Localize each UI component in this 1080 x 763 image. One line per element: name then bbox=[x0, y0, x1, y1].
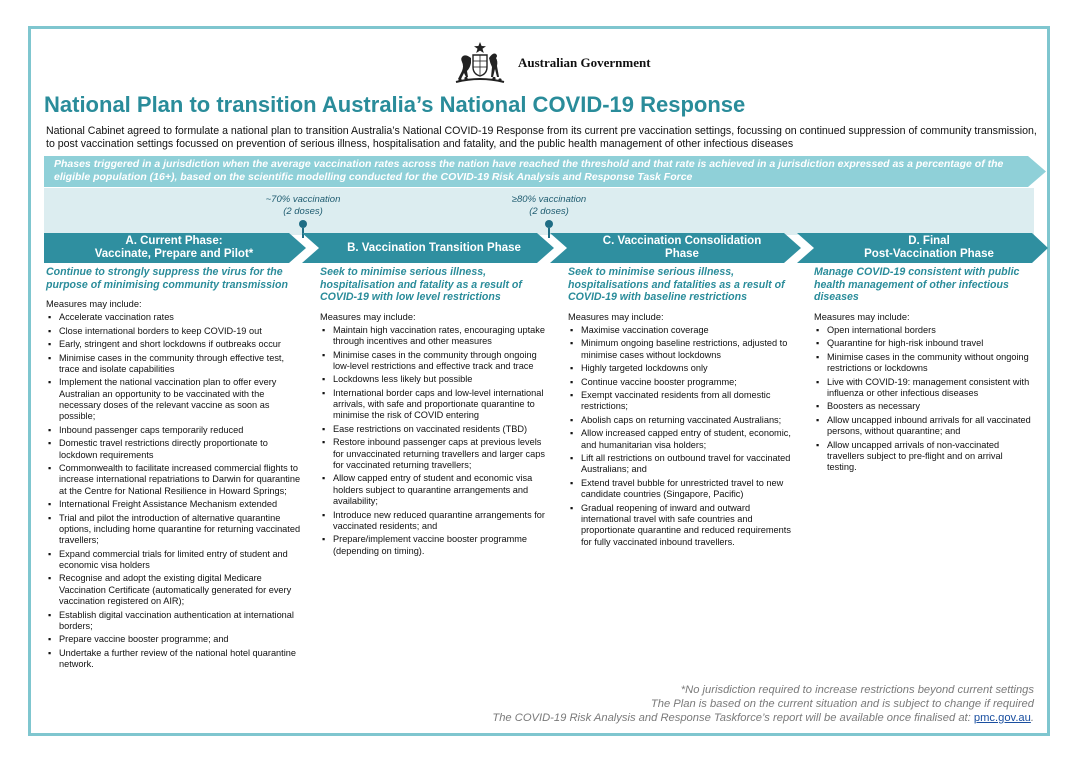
map-pin-icon bbox=[545, 220, 553, 228]
page-title: National Plan to transition Australia’s National COVID-19 Response bbox=[44, 92, 746, 117]
measure-item: ▪ Continue vaccine booster programme; bbox=[568, 377, 800, 388]
coat-of-arms-icon bbox=[448, 40, 512, 86]
phase-d-goal: Manage COVID-19 consistent with public health management of other infectious diseases bbox=[814, 266, 1020, 304]
measure-item: ▪ Ease restrictions on vaccinated residents (TBD) bbox=[320, 424, 552, 435]
phase-d-column bbox=[814, 266, 1034, 476]
phase-b-title: B. Vaccination Transition Phase bbox=[347, 241, 521, 254]
measure-item: ▪ Open international borders bbox=[814, 325, 1034, 336]
phase-a-title: A. Current Phase: bbox=[125, 235, 223, 247]
measure-item: ▪ Minimise cases in the community through ongoing low-level restrictions and effective track and trace bbox=[320, 350, 552, 373]
phase-c-title: C. Vaccination Consolidation bbox=[602, 235, 762, 247]
phase-a-goal: Continue to strongly suppress the virus for the purpose of minimising community transmission bbox=[46, 266, 288, 291]
phase-b-label bbox=[316, 233, 552, 263]
measure-item: ▪ Lift all restrictions on outbound travel for vaccinated Australians; and bbox=[568, 453, 800, 476]
footer-note-plan: The Plan is based on the current situation and is subject to change if required bbox=[650, 698, 1034, 710]
phase-d-measures-heading: Measures may include: bbox=[814, 311, 910, 322]
phase-b-goal: Seek to minimise serious illness, hospitalisation and fatality as a result of COVID-19 with low level restrictions bbox=[320, 266, 522, 304]
phase-c-column bbox=[568, 266, 800, 550]
phase-b-measures-list bbox=[320, 325, 552, 557]
map-pin-icon bbox=[299, 220, 307, 228]
threshold-70-doses: (2 doses) bbox=[283, 206, 323, 217]
measure-item: ▪ Minimise cases in the community without ongoing restrictions or lockdowns bbox=[814, 352, 1034, 375]
threshold-80-marker bbox=[490, 194, 608, 238]
measure-item: ▪ Accelerate vaccination rates bbox=[46, 312, 304, 323]
measure-item: ▪ Trial and pilot the introduction of alternative quarantine options, including home quarantine for returning vaccinated travellers; bbox=[46, 513, 304, 547]
measure-item: ▪ Quarantine for high-risk inbound travel bbox=[814, 338, 1034, 349]
measure-item: ▪ Lockdowns less likely but possible bbox=[320, 374, 552, 385]
government-name: Australian Government bbox=[518, 55, 651, 70]
measure-item: ▪ Restore inbound passenger caps at previous levels for unvaccinated returning travellers and larger caps for vaccinated returning travellers; bbox=[320, 437, 552, 471]
phase-a-measures-list bbox=[46, 312, 304, 670]
phase-c-subtitle: Phase bbox=[665, 248, 699, 260]
phase-b-measures-heading: Measures may include: bbox=[320, 311, 416, 322]
measure-item: ▪ Introduce new reduced quarantine arrangements for vaccinated residents; and bbox=[320, 510, 552, 533]
phase-d-title: D. Final bbox=[908, 235, 950, 247]
banner-text: Phases triggered in a jurisdiction when the average vaccination rates across the nation have reached the threshold and that rate is achieved in a jurisdiction expressed as a percentage of the eligible population (16+), based on the scientific modelling conducted for the COVID-19 Risk Analysis and Response Task Force bbox=[54, 158, 1004, 183]
footer-period: . bbox=[1030, 712, 1034, 724]
measure-item: ▪ Highly targeted lockdowns only bbox=[568, 363, 800, 374]
intro-text: National Cabinet agreed to formulate a national plan to transition Australia’s National COVID-19 Response from its current pre vaccination settings, focussing on continued suppression of community transmission, to post vaccination settings focussed on prevention of serious illness, hospitalisation and fatality, and the public health management of other infectious diseases bbox=[46, 125, 1037, 150]
measure-item: ▪ International border caps and low-level international arrivals, with safe and proportionate quarantine to minimise the risk of COVID entering bbox=[320, 388, 552, 422]
measure-item: ▪ Undertake a further review of the national hotel quarantine network. bbox=[46, 648, 304, 671]
measure-item: ▪ Maximise vaccination coverage bbox=[568, 325, 800, 336]
pmc-link[interactable]: pmc.gov.au bbox=[973, 712, 1031, 724]
measure-item: ▪ Abolish caps on returning vaccinated Australians; bbox=[568, 415, 800, 426]
phase-a-column bbox=[46, 266, 304, 673]
measure-item: ▪ Recognise and adopt the existing digital Medicare Vaccination Certificate (automatically generated for every vaccination registered on AIR); bbox=[46, 573, 304, 607]
phase-a-label bbox=[44, 233, 304, 263]
measure-item: ▪ Live with COVID-19: management consistent with influenza or other infectious diseases bbox=[814, 377, 1034, 400]
measure-item: ▪ Prepare vaccine booster programme; and bbox=[46, 634, 304, 645]
measure-item: ▪ International Freight Assistance Mechanism extended bbox=[46, 499, 304, 510]
phase-chevrons bbox=[44, 233, 1048, 263]
phase-c-measures-heading: Measures may include: bbox=[568, 311, 664, 322]
phase-d-label bbox=[812, 233, 1046, 263]
measure-item: ▪ Allow uncapped arrivals of non-vaccinated travellers subject to pre-flight and on arrival testing. bbox=[814, 440, 1034, 474]
threshold-banner bbox=[44, 156, 1046, 187]
phase-b-column bbox=[320, 266, 552, 559]
measure-item: ▪ Commonwealth to facilitate increased commercial flights to increase international repatriations to Darwin for quarantine at the Centre for National Resilience in Howard Springs; bbox=[46, 463, 304, 497]
phase-c-label bbox=[564, 233, 800, 263]
phase-d-measures-list bbox=[814, 325, 1034, 474]
measure-item: ▪ Inbound passenger caps temporarily reduced bbox=[46, 425, 304, 436]
phase-c-goal: Seek to minimise serious illness, hospitalisations and fatalities as a result of COVID-19 with baseline restrictions bbox=[568, 266, 785, 304]
measure-item: ▪ Prepare/implement vaccine booster programme (depending on timing). bbox=[320, 534, 552, 557]
measure-item: ▪ Minimise cases in the community through effective test, trace and isolate capabilities bbox=[46, 353, 304, 376]
measure-item: ▪ Exempt vaccinated residents from all domestic restrictions; bbox=[568, 390, 800, 413]
footer-note-jurisdiction: *No jurisdiction required to increase restrictions beyond current settings bbox=[680, 684, 1034, 696]
measure-item: ▪ Implement the national vaccination plan to offer every Australian an opportunity to be vaccinated with the necessary doses of the relevant vaccine as soon as possible; bbox=[46, 377, 304, 422]
measure-item: ▪ Extend travel bubble for unrestricted travel to new candidate countries (Singapore, Pacific) bbox=[568, 478, 800, 501]
phase-a-subtitle: Vaccinate, Prepare and Pilot* bbox=[94, 248, 254, 260]
government-logo bbox=[448, 38, 651, 88]
measure-item: ▪ Expand commercial trials for limited entry of student and economic visa holders bbox=[46, 549, 304, 572]
measure-item: ▪ Boosters as necessary bbox=[814, 401, 1034, 412]
threshold-70-label: ~70% vaccination bbox=[265, 194, 341, 205]
measure-item: ▪ Allow increased capped entry of student, economic, and humanitarian visa holders; bbox=[568, 428, 800, 451]
footer-report-text: The COVID-19 Risk Analysis and Response Taskforce’s report will be available once finalised at: bbox=[492, 712, 971, 724]
measure-item: ▪ Minimum ongoing baseline restrictions, adjusted to minimise cases without lockdowns bbox=[568, 338, 800, 361]
phase-c-measures-list bbox=[568, 325, 800, 548]
measure-item: ▪ Maintain high vaccination rates, encouraging uptake through incentives and other measures bbox=[320, 325, 552, 348]
measure-item: ▪ Early, stringent and short lockdowns if outbreaks occur bbox=[46, 339, 304, 350]
phase-a-measures-heading: Measures may include: bbox=[46, 299, 142, 310]
footer-note-report bbox=[492, 711, 1034, 725]
measure-item: ▪ Close international borders to keep COVID-19 out bbox=[46, 326, 304, 337]
measure-item: ▪ Allow capped entry of student and economic visa holders subject to quarantine arrangements and availability; bbox=[320, 473, 552, 507]
threshold-70-marker bbox=[248, 194, 358, 238]
measure-item: ▪ Gradual reopening of inward and outward international travel with safe countries and proportionate quarantine and reduced requirements for fully vaccinated inbound travellers. bbox=[568, 503, 800, 548]
measure-item: ▪ Establish digital vaccination authentication at international borders; bbox=[46, 610, 304, 633]
threshold-80-label: ≥80% vaccination bbox=[511, 194, 587, 205]
phase-d-subtitle: Post-Vaccination Phase bbox=[864, 248, 994, 260]
footer-notes bbox=[492, 683, 1034, 725]
measure-item: ▪ Allow uncapped inbound arrivals for all vaccinated persons, without quarantine; and bbox=[814, 415, 1034, 438]
threshold-80-doses: (2 doses) bbox=[529, 206, 569, 217]
measure-item: ▪ Domestic travel restrictions directly proportionate to lockdown requirements bbox=[46, 438, 304, 461]
